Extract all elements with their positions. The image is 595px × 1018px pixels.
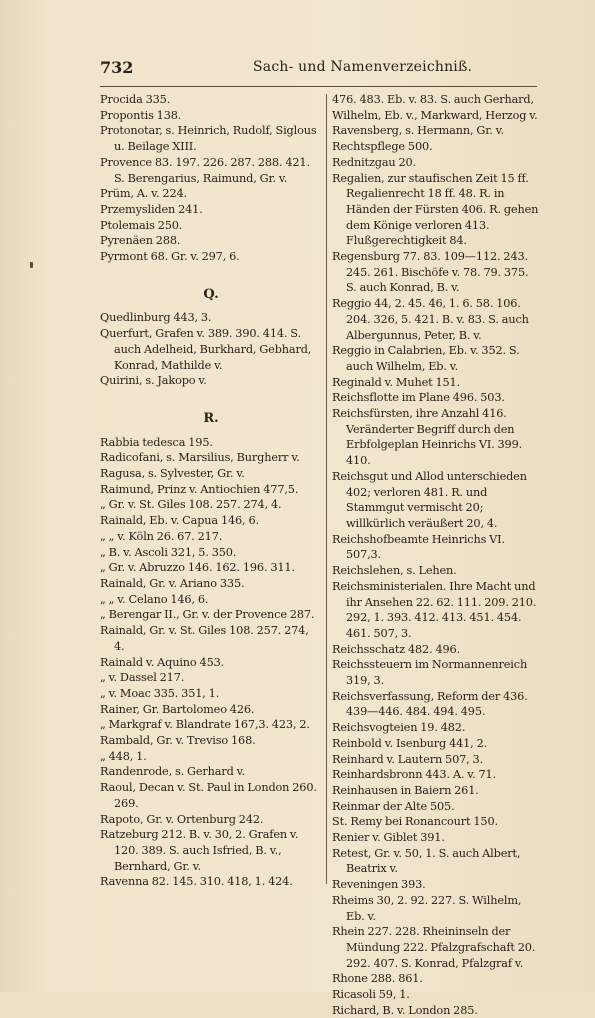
index-entry: Reichsverfassung, Reform der 436. 439—446. 484. 494. 495. (332, 689, 528, 719)
index-entry: Rednitzgau 20. (332, 155, 417, 169)
index-entry: Rheims 30, 2. 92. 227. S. Wilhelm, Eb. v. (332, 893, 522, 923)
index-entry: Reinhausen in Baiern 261. (332, 783, 479, 797)
index-entry: „ 448, 1. (100, 749, 147, 763)
index-entry: „ Markgraf v. Blandrate 167,3. 423, 2. (100, 718, 310, 732)
index-entry: Reinmar der Alte 505. (332, 799, 455, 813)
index-entry: Rechtspflege 500. (332, 140, 433, 154)
index-entry: Reichshofbeamte Heinrichs VI. 507,3. (332, 532, 505, 562)
index-entry: Reveningen 393. (332, 878, 426, 892)
index-entry: Ravenna 82. 145. 310. 418, 1. 424. (100, 875, 293, 889)
index-entry: Propontis 138. (100, 108, 182, 122)
index-entry: Ratzeburg 212. B. v. 30, 2. Grafen v. 120. 389. S. auch Isfried, B. v., Bernhard, Gr. v. (100, 828, 299, 873)
page-number: 732 (100, 58, 134, 77)
index-entry: Pyrenäen 288. (100, 234, 181, 248)
index-entry: Quedlinburg 443, 3. (100, 311, 212, 325)
index-entry: Reggio in Calabrien, Eb. v. 352. S. auch Wilhelm, Eb. v. (332, 344, 520, 373)
index-entry: Rhein 227. 228. Rheininseln der Mündung 222. Pfalzgrafschaft 20. 292. 407. S. Konrad, Pfalzgraf v. (332, 925, 536, 970)
index-entry: Reinhardsbronn 443. A. v. 71. (332, 768, 497, 782)
column-divider (326, 94, 327, 884)
index-entry: Radicofani, s. Marsilius, Burgherr v. (100, 451, 300, 465)
index-entry: Reichsfürsten, ihre Anzahl 416. Veränderter Begriff durch den Erbfolgeplan Heinrichs VI. 399. 410. (332, 407, 523, 468)
index-entry: Przemysliden 241. (100, 202, 203, 216)
index-entry: Rhone 288. 861. (332, 972, 423, 986)
index-entry: Rainald, Gr. v. St. Giles 108. 257. 274, 4. (100, 624, 309, 653)
index-entry: Rambald, Gr. v. Treviso 168. (100, 734, 256, 748)
index-entry: Retest, Gr. v. 50, 1. S. auch Albert, Beatrix v. (332, 846, 521, 876)
index-entry: Rabbia tedesca 195. (100, 435, 213, 449)
index-entry: Procida 335. (100, 93, 171, 106)
index-entry: „ Gr. v. Abruzzo 146. 162. 196. 311. (100, 561, 295, 575)
index-entry: Regalien, zur staufischen Zeit 15 ff. Regalienrecht 18 ff. 48. R. in Händen der Fürsten 406. R. gehen dem Könige verloren 413. Flußgerechtigkeit 84. (332, 171, 539, 248)
index-entry: Prüm, A. v. 224. (100, 187, 187, 201)
index-entry: Quirini, s. Jakopo v. (100, 374, 207, 388)
index-entry: Ricasoli 59, 1. (332, 988, 410, 1002)
page-header (100, 58, 540, 80)
index-entry: „ B. v. Ascoli 321, 5. 350. (100, 545, 237, 559)
index-entry: Reichsvogteien 19. 482. (332, 721, 466, 735)
index-entry: Reginald v. Muhet 151. (332, 375, 460, 389)
right-column (332, 92, 540, 1018)
index-entry: Rainald, Gr. v. Ariano 335. (100, 576, 245, 590)
index-entry: Rainald v. Aquino 453. (100, 655, 225, 669)
index-entry: Reichssteuern im Normannenreich 319, 3. (332, 658, 528, 688)
index-entry: Raoul, Decan v. St. Paul in London 260. 269. (100, 781, 317, 810)
index-entry: Reichslehen, s. Lehen. (332, 564, 457, 578)
section-heading-q: Q. (203, 286, 219, 302)
margin-mark (30, 262, 33, 268)
index-entry: „ Berengar II., Gr. v. der Provence 287. (100, 608, 315, 622)
index-entry: Reichsschatz 482. 496. (332, 642, 461, 656)
index-entry: St. Remy bei Ronancourt 150. (332, 815, 498, 829)
running-title: Sach- und Namenverzeichniß. (253, 59, 473, 75)
index-entry: „ v. Dassel 217. (100, 671, 185, 685)
index-entry: Pyrmont 68. Gr. v. 297, 6. (100, 250, 240, 264)
index-entry: Protonotar, s. Heinrich, Rudolf, Siglous u. Beilage XIII. (100, 124, 317, 154)
index-entry: Reggio 44, 2. 45. 46, 1. 6. 58. 106. 204. 326, 5. 421. B. v. 83. S. auch Albergunnus, Peter, B. v. (332, 297, 529, 342)
index-entry: Ravensberg, s. Hermann, Gr. v. (332, 124, 504, 138)
index-entry: „ „ v. Köln 26. 67. 217. (100, 529, 223, 543)
index-entry: Querfurt, Grafen v. 389. 390. 414. S. auch Adelheid, Burkhard, Gebhard, Konrad, Mathilde v. (100, 327, 312, 372)
index-entry-continued: 476. 483. Eb. v. 83. S. auch Gerhard, Wilhelm, Eb. v., Markward, Herzog v. (332, 93, 538, 122)
index-entry: Provence 83. 197. 226. 287. 288. 421. S. Berengarius, Raimund, Gr. v. (100, 155, 310, 185)
index-entry: Rainald, Eb. v. Capua 146, 6. (100, 514, 259, 528)
index-entry: „ Gr. v. St. Giles 108. 257. 274, 4. (100, 498, 282, 512)
index-entry: Rainer, Gr. Bartolomeo 426. (100, 702, 255, 716)
left-column (100, 92, 322, 890)
index-entry: Richard, B. v. London 285. (332, 1003, 478, 1017)
index-entry: Randenrode, s. Gerhard v. (100, 765, 245, 779)
index-entry: Reichsministerialen. Ihre Macht und ihr Ansehen 22. 62. 111. 209. 210. 292, 1. 393. 412. 413. 451. 454. 461. 507, 3. (332, 579, 537, 640)
index-entry: Reinhard v. Lautern 507, 3. (332, 752, 484, 766)
index-entry: Ragusa, s. Sylvester, Gr. v. (100, 467, 245, 481)
index-entry: Regensburg 77. 83. 109—112. 243. 245. 261. Bischöfe v. 78. 79. 375. S. auch Konrad, B. v. (332, 250, 529, 295)
index-entry: Raimund, Prinz v. Antiochien 477,5. (100, 482, 299, 496)
index-entry: „ v. Moac 335. 351, 1. (100, 686, 220, 700)
section-heading-r: R. (203, 410, 219, 426)
index-entry: Reinbold v. Isenburg 441, 2. (332, 736, 488, 750)
header-rule (100, 86, 537, 87)
index-entry: Ptolemais 250. (100, 218, 183, 232)
index-entry: Reichsgut und Allod unterschieden 402; verloren 481. R. und Stammgut vermischt 20; willkürlich veräußert 20, 4. (332, 469, 527, 530)
index-entry: „ „ v. Celano 146, 6. (100, 592, 209, 606)
index-entry: Rapoto, Gr. v. Ortenburg 242. (100, 812, 264, 826)
index-entry: Renier v. Giblet 391. (332, 831, 445, 845)
index-entry: Reichsflotte im Plane 496. 503. (332, 391, 505, 405)
